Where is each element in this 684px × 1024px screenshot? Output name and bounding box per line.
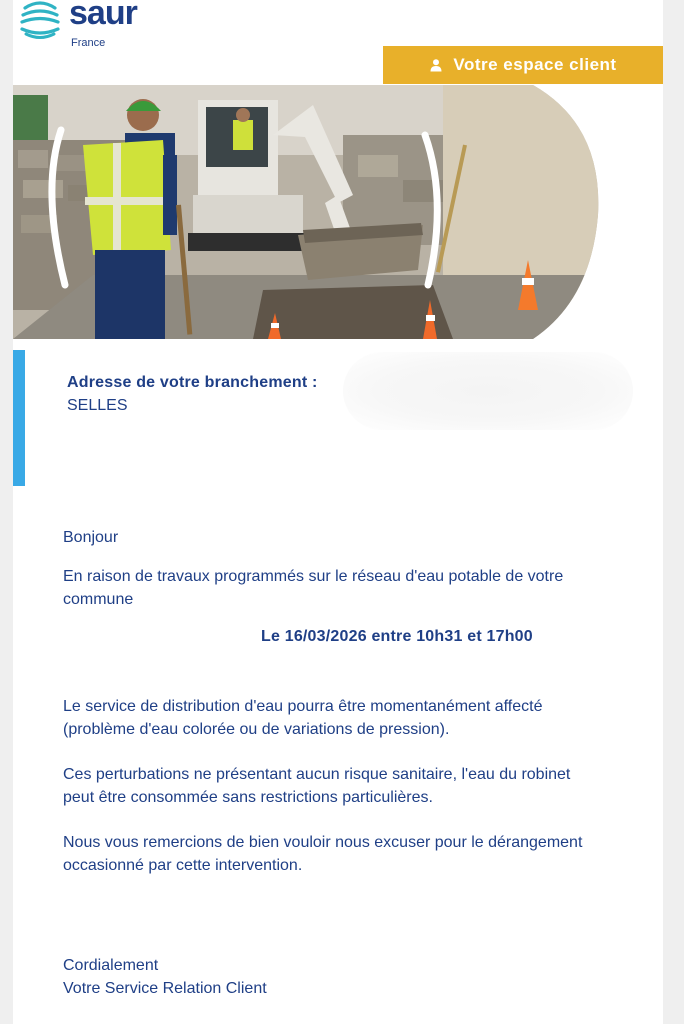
email-page xyxy=(13,0,663,1024)
logo-country: France xyxy=(71,37,106,49)
saur-logo[interactable] xyxy=(17,0,157,52)
schedule-text: Le 16/03/2026 entre 10h31 et 17h00 xyxy=(261,628,533,645)
redacted-address-area xyxy=(343,352,633,430)
address-label: Adresse de votre branchement : xyxy=(67,374,318,391)
client-space-button[interactable] xyxy=(383,46,663,84)
closing-text: Cordialement xyxy=(63,957,159,974)
hero-roadwork-image xyxy=(13,85,663,339)
address-city: SELLES xyxy=(67,397,128,414)
client-space-label: Votre espace client xyxy=(453,55,617,74)
apology-text: Nous vous remercions de bien vouloir nous excuser pour le dérangement occasionné par cette intervention. xyxy=(63,834,583,874)
safety-text: Ces perturbations ne présentant aucun risque sanitaire, l'eau du robinet peut être consommée sans restrictions particulières. xyxy=(63,766,571,806)
intro-text: En raison de travaux programmés sur le réseau d'eau potable de votre commune xyxy=(63,568,564,608)
service-impact-text: Le service de distribution d'eau pourra être momentanément affecté (problème d'eau colorée ou de variations de pression). xyxy=(63,698,543,738)
signature-text: Votre Service Relation Client xyxy=(63,980,267,997)
greeting-text: Bonjour xyxy=(63,529,119,546)
user-icon xyxy=(429,58,443,72)
logo-wordmark: saur xyxy=(69,0,137,32)
saur-wave-icon xyxy=(19,0,61,40)
address-accent-bar xyxy=(13,350,25,486)
